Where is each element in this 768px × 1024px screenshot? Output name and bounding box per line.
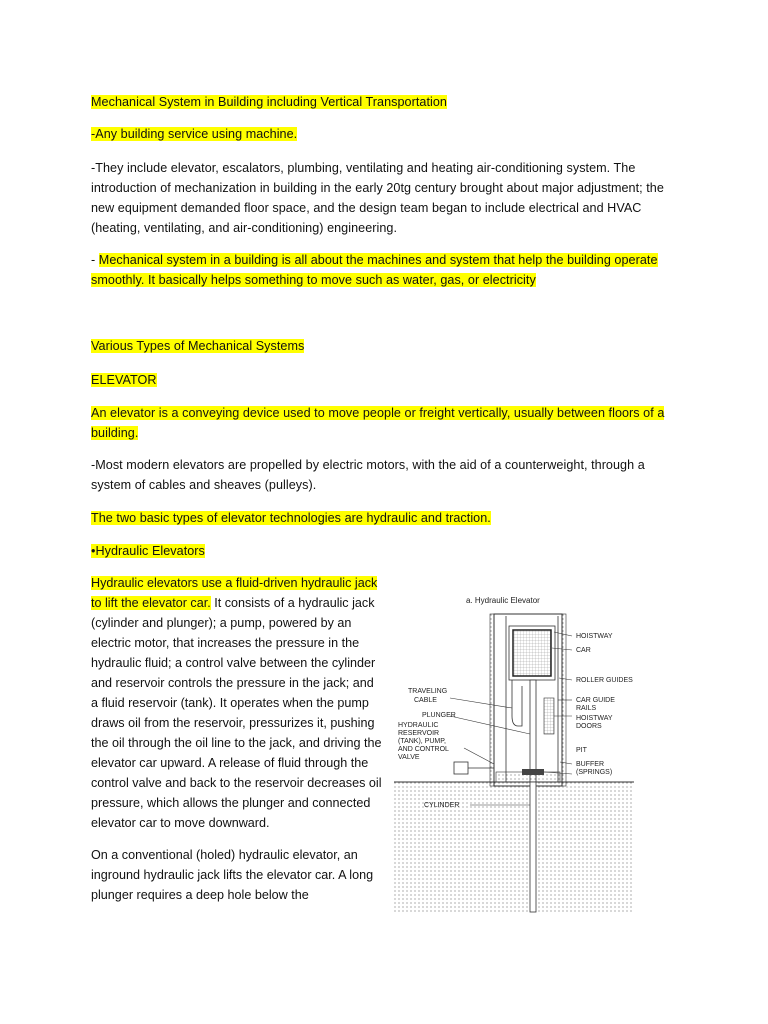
elevator-heading: ELEVATOR <box>91 373 157 387</box>
label-car-guide-2: RAILS <box>576 705 597 712</box>
reservoir-tank <box>454 762 468 774</box>
buffer <box>522 769 544 775</box>
hydraulic-column <box>91 573 383 905</box>
paragraph-modern-elevators: -Most modern elevators are propelled by electric motors, with the aid of a counterweight, through a system of cables and sheaves (pulleys). <box>91 458 645 492</box>
hoistway-wall-left <box>490 614 494 786</box>
label-buffer-2: (SPRINGS) <box>576 769 613 776</box>
label-hydraulic-4: AND CONTROL <box>398 746 449 753</box>
elevator-car <box>513 630 551 676</box>
label-hydraulic-5: VALVE <box>398 754 420 761</box>
label-roller-guides: ROLLER GUIDES <box>576 677 633 684</box>
doc-title: Mechanical System in Building including Vertical Transportation <box>91 95 447 109</box>
traveling-cable <box>512 680 522 726</box>
elevator-definition: An elevator is a conveying device used to move people or freight vertically, usually between floors of a building. <box>91 406 665 440</box>
paragraph-building-service: -Any building service using machine. <box>91 127 298 141</box>
plunger <box>530 680 536 782</box>
label-car-guide-1: CAR GUIDE <box>576 697 615 704</box>
label-buffer-1: BUFFER <box>576 761 604 768</box>
label-hoistway-doors-2: DOORS <box>576 723 602 730</box>
label-cylinder: CYLINDER <box>424 802 460 809</box>
label-traveling-cable-2: CABLE <box>414 697 437 704</box>
label-hoistway: HOISTWAY <box>576 633 613 640</box>
paragraph-hydraulic: Hydraulic elevators use a fluid-driven hydraulic jack to lift the elevator car. It consists of a hydraulic jack (cylinder and plunger); a pump, powered by an electric motor, that increases the pressure in the hydraulic fluid; a control valve between the cylinder and reservoir controls the pressure in the jack; and a fluid reservoir (tank). It operates when the pump draws oil from the reservoir, pressurizes it, pushing the oil through the oil line to the jack, and driving the elevator car upward. A release of fluid through the control valve and back to the reservoir decreases oil pressure, which allows the plunger and connected elevator car to move downward. <box>91 576 382 830</box>
cylinder <box>530 782 536 912</box>
label-hydraulic-1: HYDRAULIC <box>398 722 439 729</box>
label-hoistway-doors-1: HOISTWAY <box>576 715 613 722</box>
paragraph-include: -They include elevator, escalators, plumbing, ventilating and heating air-conditioning system. The introduction of mechanization in building in the early 20tg century brought about major adjustment; the new equipment demanded floor space, and the design team began to include electrical and HVAC (heating, ventilating, and air-conditioning) engineering. <box>91 161 664 235</box>
label-hydraulic-3: (TANK), PUMP, <box>398 738 446 745</box>
paragraph-mechanical-system: - Mechanical system in a building is all about the machines and system that help the building operate smoothly. It basically helps something to move such as water, gas, or electricity <box>91 253 658 287</box>
paragraph-conventional: On a conventional (holed) hydraulic elevator, an inground hydraulic jack lifts the elevator car. A long plunger requires a deep hole below the <box>91 848 374 902</box>
hydraulic-elevator-figure <box>394 586 634 916</box>
label-hydraulic-2: RESERVOIR <box>398 730 440 737</box>
paragraph-two-types: The two basic types of elevator technologies are hydraulic and traction. <box>91 511 491 525</box>
figure-caption: a. Hydraulic Elevator <box>466 596 540 605</box>
label-traveling-cable-1: TRAVELING <box>408 688 448 695</box>
hydraulic-elevator-diagram <box>394 586 634 916</box>
label-plunger: PLUNGER <box>422 712 456 719</box>
hydraulic-heading: •Hydraulic Elevators <box>91 544 205 558</box>
hoistway-doors <box>544 698 554 734</box>
label-car: CAR <box>576 647 591 654</box>
label-pit: PIT <box>576 747 587 754</box>
section-heading: Various Types of Mechanical Systems <box>91 339 305 353</box>
